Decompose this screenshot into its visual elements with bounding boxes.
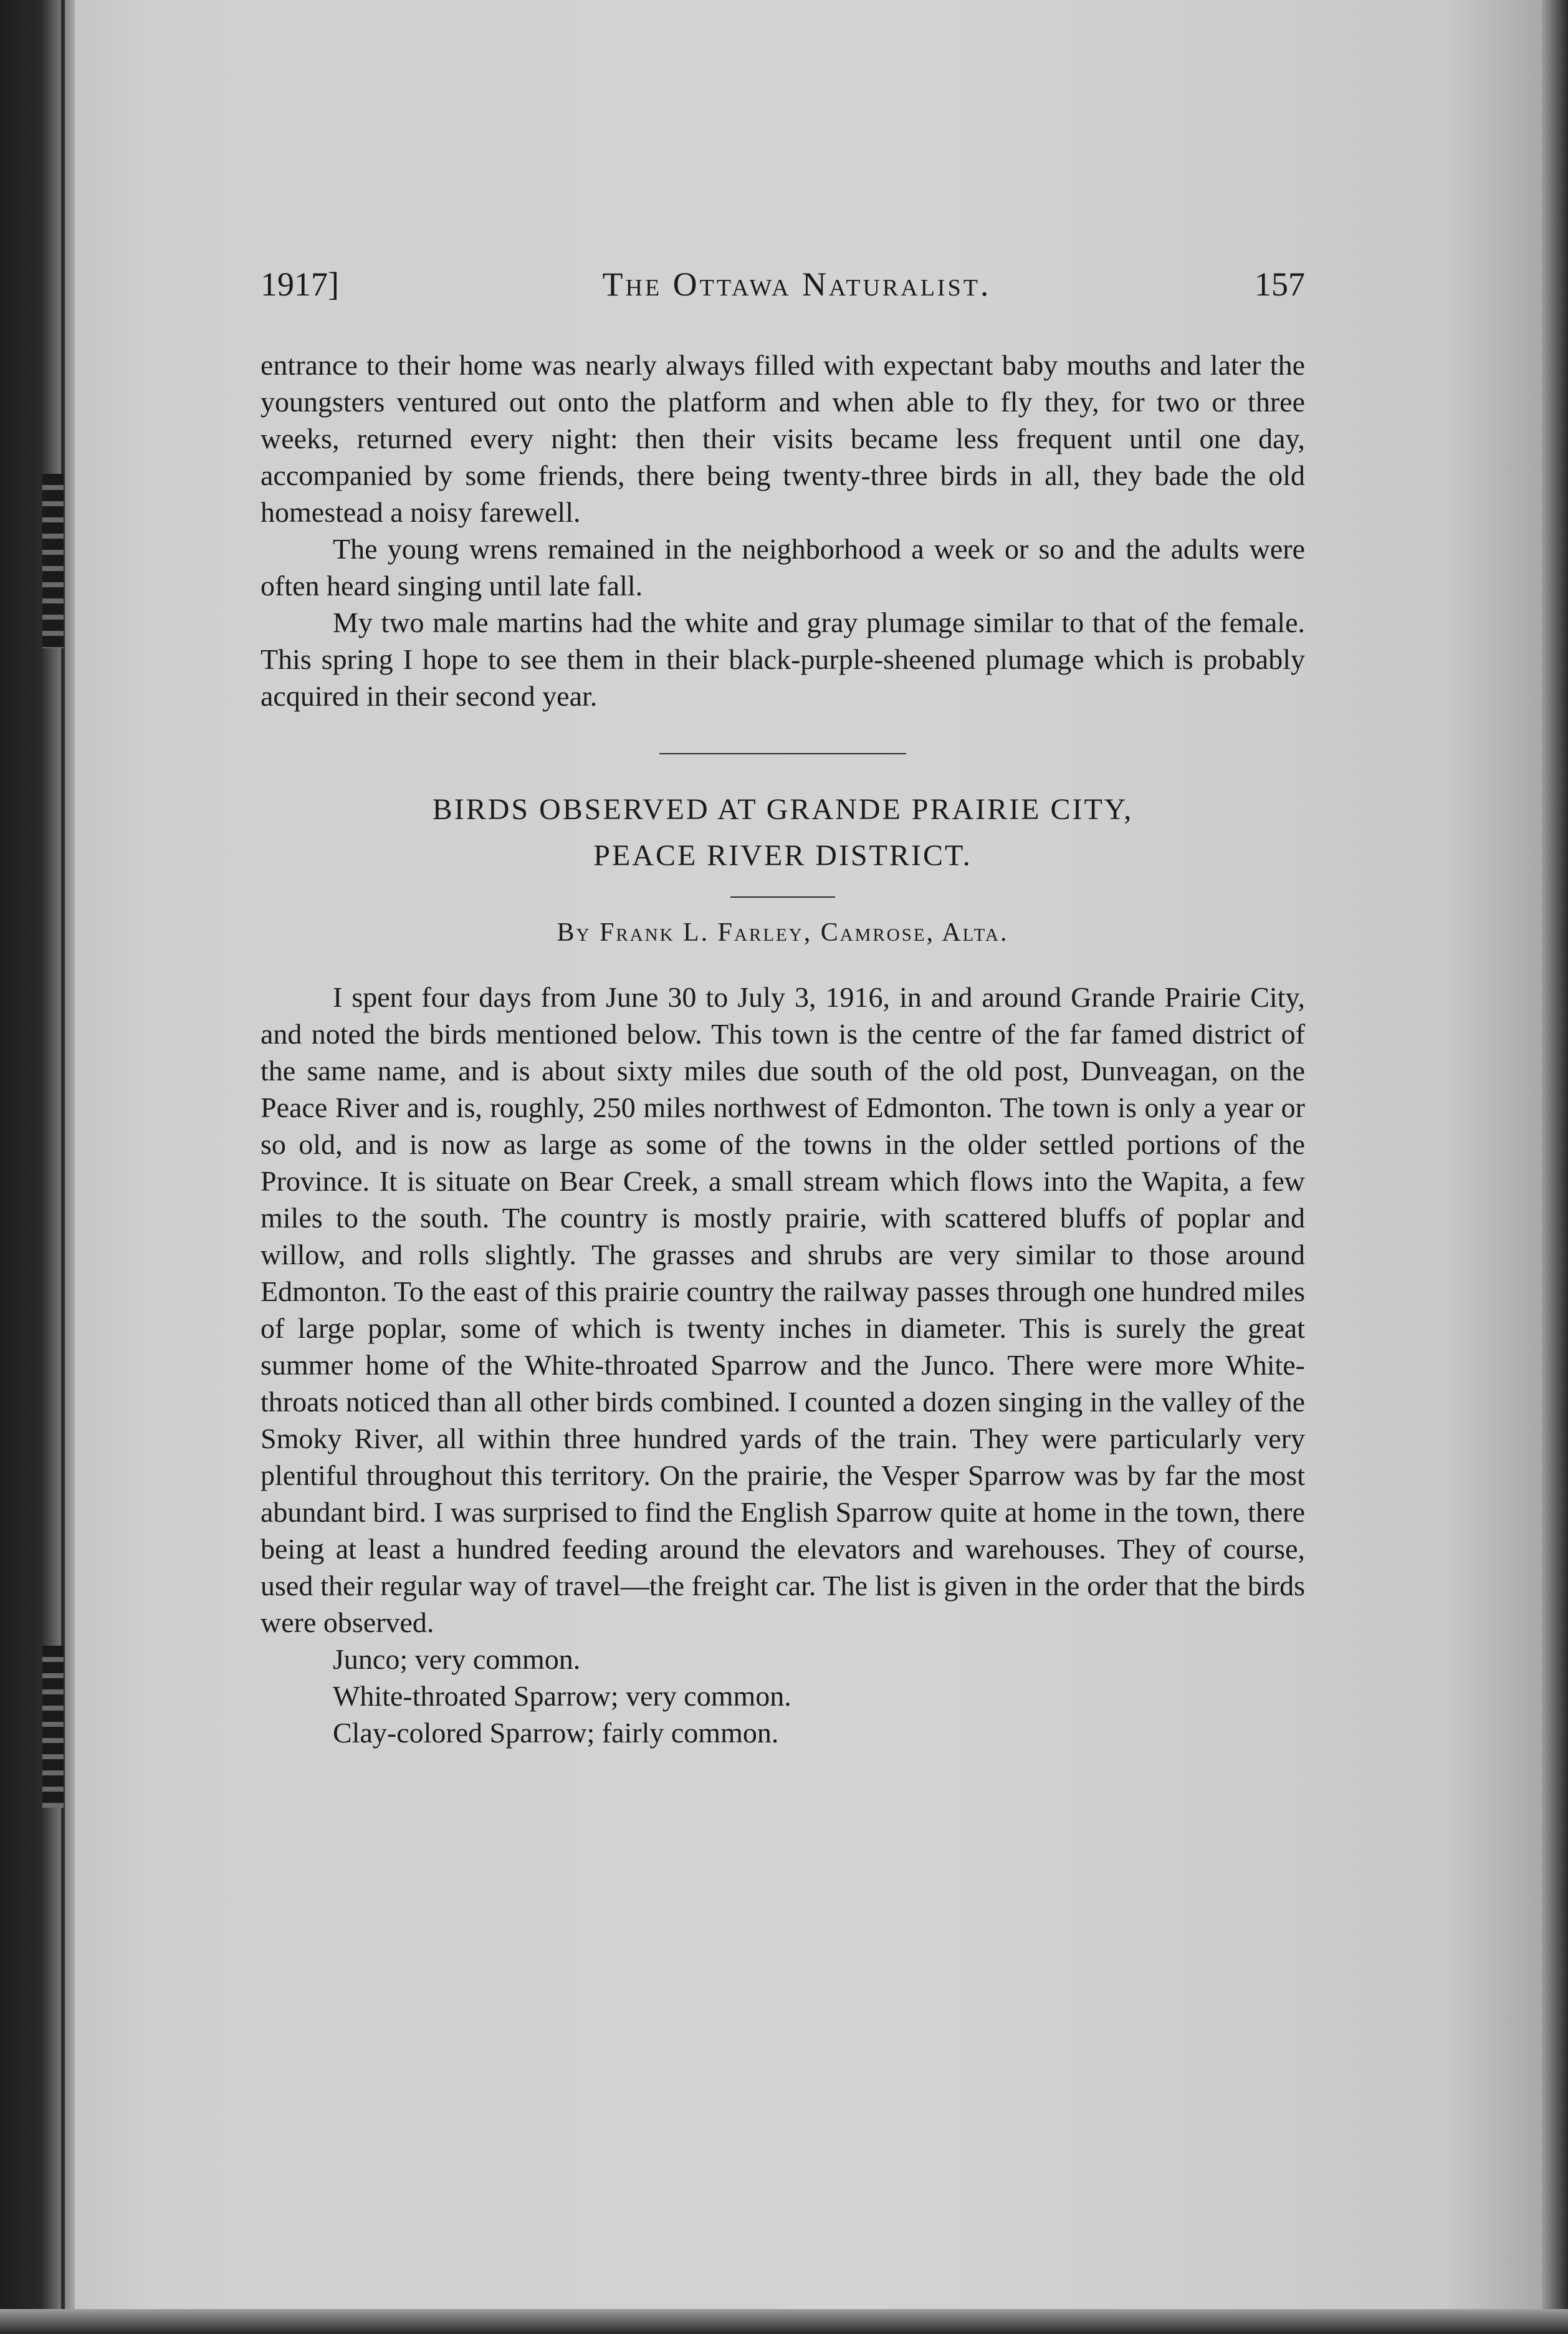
article [261,787,1305,1751]
volume-year: 1917] [261,266,339,303]
list-item: Clay-colored Sparrow; fairly common. [333,1717,779,1749]
previous-article-continuation [261,347,1305,714]
journal-title: The Ottawa Naturalist. [602,266,992,303]
list-item: White-throated Sparrow; very common. [333,1680,791,1712]
section-divider [659,753,906,754]
species-list [261,1641,1305,1751]
article-body: I spent four days from June 30 to July 3, 1916, in and around Grande Prairie City, and noted the birds mentioned below. This town is the centre of the far famed district of the same name, and is about sixty miles due south of the old post, Dunveagan, on the Peace River and is, roughly, 250 miles northwest of Edmonton. The town is only a year or so old, and is now as large as some of the towns in the older settled portions of the Province. It is situate on Bear Creek, a small stream which flows into the Wapita, a few miles to the south. The country is mostly prairie, with scattered bluffs of poplar and willow, and rolls slightly. The grasses and shrubs are very similar to those around Edmonton. To the east of this prairie country the railway passes through one hundred miles of large poplar, some of which is twenty inches in diameter. This is surely the great summer home of the White-throated Sparrow and the Junco. There were more White-throats noticed than all other birds combined. I counted a dozen singing in the valley of the Smoky River, all within three hundred yards of the train. They were particularly very plentiful throughout this territory. On the prairie, the Vesper Sparrow was by far the most abundant bird. I was surprised to find the English Sparrow quite at home in the town, there being at least a hundred feeding around the elevators and warehouses. They of course, used their regular way of travel—the freight car. The list is given in the order that the birds were observed. [261,981,1305,1638]
article-title-line-1: BIRDS OBSERVED AT GRANDE PRAIRIE CITY, [432,793,1134,826]
binding-line [61,0,65,2334]
paragraph: The young wrens remained in the neighborhood a week or so and the adults were often heard singing until late fall. [261,533,1305,602]
binding-mark-upper [42,474,64,648]
page-edge-bottom [0,2309,1568,2334]
title-divider [730,896,835,898]
article-title-line-2: PEACE RIVER DISTRICT. [593,839,972,872]
page-number: 157 [1254,266,1305,303]
paragraph: My two male martins had the white and gray plumage similar to that of the female. This spring I hope to see them in their black-purple-sheened plumage which is probably acquired in their second year. [261,607,1305,712]
running-header [261,262,1305,307]
page-edge-right [1542,0,1568,2334]
list-item: Junco; very common. [333,1643,581,1675]
binding-mark-lower [42,1646,64,1808]
paragraph: entrance to their home was nearly always filled with expectant baby mouths and later the youngsters ventured out onto the platform and when able to fly they, for two or three weeks, returned every night: then their visits became less frequent until one day, accompanied by some friends, there being twenty-three birds in all, they bade the old homestead a noisy farewell. [261,349,1305,528]
byline: By Frank L. Farley, Camrose, Alta. [557,918,1009,947]
page-content [261,262,1305,1751]
